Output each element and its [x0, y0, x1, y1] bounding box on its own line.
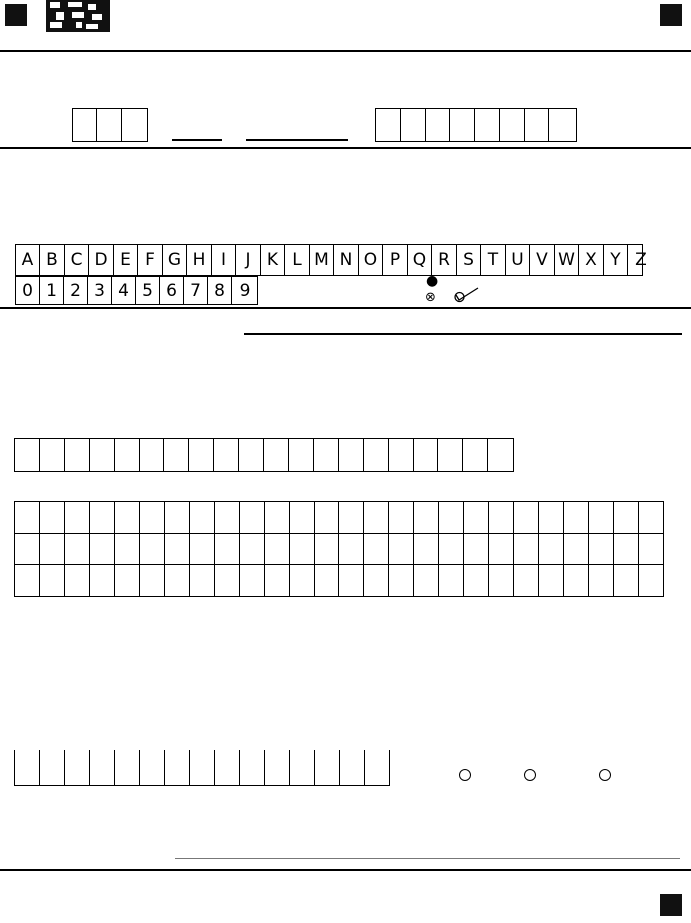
tick-cell[interactable] — [15, 750, 40, 785]
char-box[interactable] — [15, 565, 40, 597]
char-box[interactable] — [614, 565, 639, 597]
sample-digit-cell: 0 — [16, 277, 40, 304]
char-box[interactable] — [65, 502, 90, 534]
sample-letter-cell: C — [65, 245, 89, 275]
char-box[interactable] — [115, 565, 140, 597]
char-box[interactable] — [214, 439, 239, 471]
date-line-field[interactable] — [246, 139, 348, 141]
char-box[interactable] — [389, 565, 414, 597]
sample-letter-cell: A — [16, 245, 40, 275]
tick-cell[interactable] — [165, 750, 190, 785]
tick-cell[interactable] — [265, 750, 290, 785]
char-box[interactable] — [589, 534, 614, 566]
char-box[interactable] — [165, 534, 190, 566]
char-box[interactable] — [414, 439, 439, 471]
char-box[interactable] — [190, 502, 215, 534]
char-box[interactable] — [438, 439, 463, 471]
char-box[interactable] — [564, 565, 589, 597]
char-box[interactable] — [439, 565, 464, 597]
letter-sample-strip — [15, 244, 647, 276]
char-box[interactable] — [389, 534, 414, 566]
char-box[interactable] — [463, 439, 488, 471]
char-box[interactable] — [290, 565, 315, 597]
char-box[interactable] — [15, 439, 40, 471]
crossed-mark-example: ⊗ — [425, 290, 436, 305]
char-box[interactable] — [514, 565, 539, 597]
sample-letter-cell: G — [163, 245, 187, 275]
sample-digit-cell: 7 — [184, 277, 208, 304]
tick-cell[interactable] — [40, 750, 65, 785]
option-radio-1[interactable] — [459, 769, 471, 781]
sample-letter-cell: E — [114, 245, 138, 275]
char-box[interactable] — [439, 534, 464, 566]
char-box[interactable] — [514, 502, 539, 534]
section-divider — [0, 307, 691, 309]
char-box[interactable] — [439, 502, 464, 534]
char-box[interactable] — [215, 534, 240, 566]
sample-letter-cell: V — [530, 245, 555, 275]
char-box[interactable] — [315, 534, 340, 566]
char-box[interactable] — [639, 534, 664, 566]
char-box[interactable] — [239, 439, 264, 471]
char-box[interactable] — [489, 502, 514, 534]
char-box[interactable] — [339, 565, 364, 597]
address-box-grid[interactable] — [14, 501, 664, 597]
char-box[interactable] — [339, 534, 364, 566]
char-box[interactable] — [40, 502, 65, 534]
char-box[interactable] — [115, 439, 140, 471]
char-box[interactable] — [339, 439, 364, 471]
char-box[interactable] — [488, 439, 513, 471]
char-box[interactable] — [589, 565, 614, 597]
char-box[interactable] — [364, 502, 389, 534]
sample-digit-cell: 4 — [112, 277, 136, 304]
char-box[interactable] — [414, 502, 439, 534]
char-box[interactable] — [40, 534, 65, 566]
char-box[interactable] — [539, 565, 564, 597]
char-box[interactable] — [389, 439, 414, 471]
char-box[interactable] — [315, 565, 340, 597]
char-box[interactable] — [290, 502, 315, 534]
sample-digit-cell: 1 — [40, 277, 64, 304]
number-box-field[interactable] — [375, 108, 577, 142]
char-box[interactable] — [15, 502, 40, 534]
char-box[interactable] — [464, 502, 489, 534]
char-box[interactable] — [15, 534, 40, 566]
sample-digit-cell: 9 — [239, 280, 251, 301]
section-divider — [0, 50, 691, 52]
char-box[interactable] — [364, 534, 389, 566]
section-divider — [0, 147, 691, 149]
tick-cell[interactable] — [115, 750, 140, 785]
registration-mark-icon — [660, 4, 682, 26]
char-box[interactable] — [339, 502, 364, 534]
char-box[interactable] — [414, 534, 439, 566]
char-box[interactable] — [389, 502, 414, 534]
char-box[interactable] — [140, 502, 165, 534]
sample-letter-cell: W — [555, 245, 579, 275]
char-box[interactable] — [314, 439, 339, 471]
id-number-field[interactable] — [14, 750, 390, 786]
tick-cell[interactable] — [90, 750, 115, 785]
sample-letter-cell: K — [261, 245, 285, 275]
sample-letter-cell: J — [236, 245, 261, 275]
char-box[interactable] — [489, 565, 514, 597]
char-box[interactable] — [115, 534, 140, 566]
sample-letter-cell: O — [359, 245, 383, 275]
char-box[interactable] — [414, 565, 439, 597]
section-divider — [0, 869, 691, 871]
sample-letter-cell: P — [383, 245, 408, 275]
char-box[interactable] — [215, 565, 240, 597]
char-box[interactable] — [90, 439, 115, 471]
sample-digit-cell: 6 — [160, 277, 184, 304]
char-box[interactable] — [564, 534, 589, 566]
tick-cell[interactable] — [315, 750, 340, 785]
sample-letter-cell: H — [187, 245, 212, 275]
registration-mark-icon — [660, 894, 682, 916]
tick-cell[interactable] — [215, 750, 240, 785]
char-box[interactable] — [289, 439, 314, 471]
tick-cell[interactable] — [290, 750, 315, 785]
tick-cell[interactable] — [140, 750, 165, 785]
name-line-field[interactable] — [244, 333, 682, 335]
char-box[interactable] — [265, 565, 290, 597]
sample-letter-cell: X — [579, 245, 604, 275]
sample-digit-cell: 8 — [208, 277, 232, 304]
sample-letter-cell: M — [310, 245, 334, 275]
option-radio-2[interactable] — [524, 769, 536, 781]
char-box[interactable] — [264, 439, 289, 471]
char-box[interactable] — [90, 565, 115, 597]
char-box[interactable] — [265, 534, 290, 566]
sample-digit-cell: 5 — [136, 277, 160, 304]
char-box[interactable] — [164, 439, 189, 471]
tick-cell[interactable] — [190, 750, 215, 785]
sample-letter-cell: T — [481, 245, 506, 275]
char-box[interactable] — [40, 439, 65, 471]
char-box[interactable] — [240, 502, 265, 534]
char-box[interactable] — [40, 565, 65, 597]
option-radio-3[interactable] — [599, 769, 611, 781]
sample-digit-cell: 2 — [64, 277, 88, 304]
char-box[interactable] — [65, 565, 90, 597]
sample-letter-cell: N — [334, 245, 359, 275]
char-box[interactable] — [90, 534, 115, 566]
char-box[interactable] — [265, 502, 290, 534]
char-box[interactable] — [315, 502, 340, 534]
char-box[interactable] — [190, 565, 215, 597]
filled-mark-example: ● — [426, 273, 439, 289]
signature-line-field[interactable] — [175, 858, 680, 859]
char-box[interactable] — [115, 502, 140, 534]
sample-letter-cell: R — [432, 245, 457, 275]
char-box[interactable] — [65, 439, 90, 471]
sample-letter-cell: Q — [408, 245, 432, 275]
sample-letter-cell: L — [285, 245, 310, 275]
char-box[interactable] — [140, 439, 165, 471]
tick-cell[interactable] — [365, 750, 390, 785]
char-box[interactable] — [189, 439, 214, 471]
sample-letter-cell: I — [212, 245, 236, 275]
char-box[interactable] — [215, 502, 240, 534]
char-box[interactable] — [65, 534, 90, 566]
char-box[interactable] — [190, 534, 215, 566]
char-box[interactable] — [614, 502, 639, 534]
name-box-field[interactable] — [14, 438, 514, 472]
digit-sample-strip — [15, 276, 258, 305]
char-box[interactable] — [639, 502, 664, 534]
char-box[interactable] — [539, 502, 564, 534]
short-line-field[interactable] — [172, 139, 222, 141]
tick-cell[interactable] — [340, 750, 365, 785]
sample-letter-cell: S — [457, 245, 481, 275]
char-box[interactable] — [140, 565, 165, 597]
tick-cell[interactable] — [65, 750, 90, 785]
char-box[interactable] — [464, 565, 489, 597]
sample-letter-cell: U — [506, 245, 530, 275]
char-box[interactable] — [290, 534, 315, 566]
char-box[interactable] — [489, 534, 514, 566]
sample-letter-cell: Z — [635, 250, 647, 270]
char-box[interactable] — [614, 534, 639, 566]
char-box[interactable] — [165, 565, 190, 597]
char-box[interactable] — [240, 534, 265, 566]
tick-cell[interactable] — [240, 750, 265, 785]
char-box[interactable] — [589, 502, 614, 534]
char-box[interactable] — [514, 534, 539, 566]
char-box[interactable] — [364, 439, 389, 471]
char-box[interactable] — [140, 534, 165, 566]
sample-letter-cell: D — [89, 245, 114, 275]
sample-letter-cell: B — [40, 245, 65, 275]
code-box-field[interactable] — [72, 108, 148, 142]
char-box[interactable] — [464, 534, 489, 566]
sample-digit-cell: 3 — [88, 277, 112, 304]
char-box[interactable] — [564, 502, 589, 534]
registration-mark-icon — [5, 4, 27, 26]
char-box[interactable] — [364, 565, 389, 597]
char-box[interactable] — [639, 565, 664, 597]
char-box[interactable] — [539, 534, 564, 566]
sample-letter-cell: Y — [604, 245, 628, 275]
barcode-icon — [46, 0, 110, 32]
char-box[interactable] — [90, 502, 115, 534]
sample-letter-cell: F — [138, 245, 163, 275]
char-box[interactable] — [165, 502, 190, 534]
char-box[interactable] — [240, 565, 265, 597]
checked-mark-example — [454, 286, 480, 304]
